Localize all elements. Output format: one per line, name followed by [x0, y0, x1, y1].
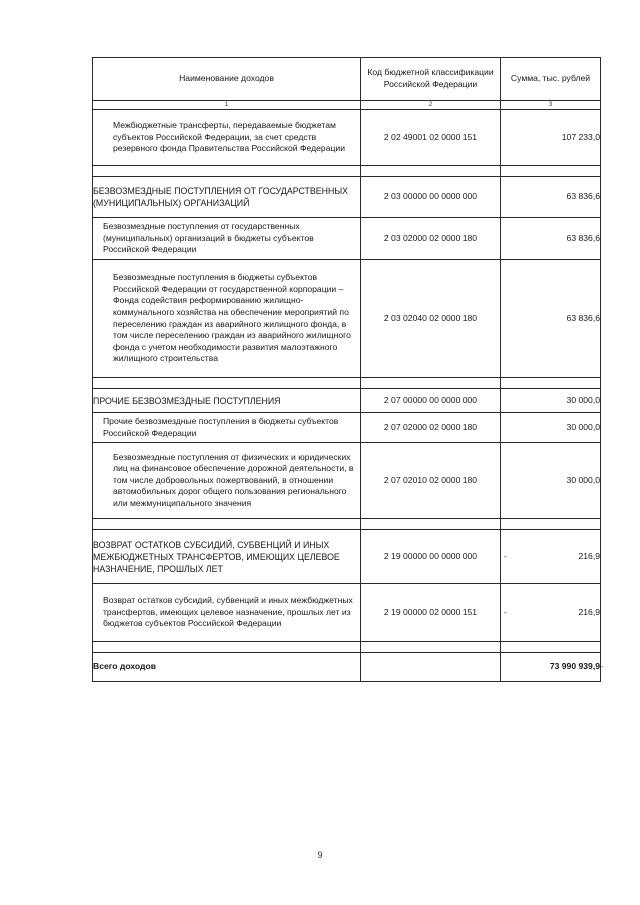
table-header-row — [93, 58, 601, 101]
row-amount — [501, 110, 601, 166]
row-name: ВОЗВРАТ ОСТАТКОВ СУБСИДИЙ, СУБВЕНЦИЙ И ИНЫХ МЕЖБЮДЖЕТНЫХ ТРАНСФЕРТОВ, ИМЕЮЩИХ ЦЕЛЕВОЕ НАЗНАЧЕНИЕ, ПРОШЛЫХ ЛЕТ — [93, 530, 361, 584]
table-row — [93, 530, 601, 584]
total-label: Всего доходов — [93, 653, 361, 682]
row-code: 2 19 00000 00 0000 000 — [361, 530, 501, 584]
row-amount-value: 30 000,0 — [566, 474, 600, 485]
table-row — [93, 389, 601, 413]
row-amount-value: 30 000,0 — [566, 421, 600, 432]
column-number-3: 3 — [501, 101, 601, 110]
row-code: 2 02 49001 02 0000 151 — [361, 110, 501, 166]
row-amount-value: 216,9 — [578, 550, 600, 561]
revenue-table — [92, 57, 604, 682]
total-amount: 73 990 939,9 — [501, 653, 601, 682]
row-code: 2 07 00000 00 0000 000 — [361, 389, 501, 413]
row-sign: - — [504, 550, 507, 561]
column-number-row — [93, 101, 601, 110]
row-code: 2 03 02040 02 0000 180 — [361, 260, 501, 378]
page-number: 9 — [317, 850, 323, 860]
row-amount — [501, 530, 601, 584]
row-amount-value: 107 233,0 — [561, 131, 600, 142]
row-code: 2 19 00000 02 0000 151 — [361, 584, 501, 642]
row-amount-value: 63 836,6 — [566, 312, 600, 323]
row-amount-value: 63 836,6 — [566, 232, 600, 243]
table-row — [93, 584, 601, 642]
table-row — [93, 413, 601, 443]
spacer-row — [93, 519, 601, 530]
row-name: Прочие безвозмездные поступления в бюджеты субъектов Российской Федерации — [93, 413, 361, 443]
row-amount — [501, 443, 601, 519]
row-amount-value: 216,9 — [578, 606, 600, 617]
row-name: Межбюджетные трансферты, передаваемые бюджетам субъектов Российской Федерации, за счет средств резервного фонда Правительства Российской Федерации — [93, 110, 361, 166]
table-row — [93, 177, 601, 218]
row-amount-value: 63 836,6 — [566, 191, 600, 202]
trailing-dash-mark: - — [601, 664, 604, 671]
row-name: БЕЗВОЗМЕЗДНЫЕ ПОСТУПЛЕНИЯ ОТ ГОСУДАРСТВЕННЫХ (МУНИЦИПАЛЬНЫХ) ОРГАНИЗАЦИЙ — [93, 177, 361, 218]
row-name: Безвозмездные поступления от физических и юридических лиц на финансовое обеспечение дорожной деятельности, в том числе добровольных пожертвований, в отношении автомобильных дорог общего пользования регионального или межмуниципального значения — [93, 443, 361, 519]
header-sum: Сумма, тыс. рублей — [501, 58, 601, 101]
table-row — [93, 110, 601, 166]
row-name: Безвозмездные поступления от государственных (муниципальных) организаций в бюджеты субъектов Российской Федерации — [93, 218, 361, 260]
table-row — [93, 443, 601, 519]
row-amount — [501, 389, 601, 413]
total-code — [361, 653, 501, 682]
row-code: 2 07 02010 02 0000 180 — [361, 443, 501, 519]
row-amount — [501, 218, 601, 260]
row-amount-value: 30 000,0 — [566, 394, 600, 405]
spacer-row — [93, 642, 601, 653]
table-row — [93, 260, 601, 378]
table-row — [93, 218, 601, 260]
column-number-2: 2 — [361, 101, 501, 110]
row-name: Безвозмездные поступления в бюджеты субъектов Российской Федерации от государственной корпорации – Фонда содействия реформированию жилищно-коммунального хозяйства на обеспечение мероприятий по переселению граждан из аварийного жилищного фонда, в том числе переселению граждан из аварийного жилищного фонда с учетом необходимости развития малоэтажного жилищного строительства — [93, 260, 361, 378]
row-name: Возврат остатков субсидий, субвенций и иных межбюджетных трансфертов, имеющих целевое назначение, прошлых лет из бюджетов субъектов Российской Федерации — [93, 584, 361, 642]
header-budget-code: Код бюджетной классификации Российской Федерации — [361, 58, 501, 101]
spacer-row — [93, 378, 601, 389]
header-income-name: Наименование доходов — [93, 58, 361, 101]
row-code: 2 03 00000 00 0000 000 — [361, 177, 501, 218]
row-code: 2 07 02000 02 0000 180 — [361, 413, 501, 443]
row-amount — [501, 260, 601, 378]
row-amount — [501, 177, 601, 218]
spacer-row — [93, 166, 601, 177]
row-amount — [501, 413, 601, 443]
row-code: 2 03 02000 02 0000 180 — [361, 218, 501, 260]
column-number-1: 1 — [93, 101, 361, 110]
row-amount — [501, 584, 601, 642]
total-row — [93, 653, 601, 682]
row-name: ПРОЧИЕ БЕЗВОЗМЕЗДНЫЕ ПОСТУПЛЕНИЯ — [93, 389, 361, 413]
row-sign: - — [504, 606, 507, 617]
